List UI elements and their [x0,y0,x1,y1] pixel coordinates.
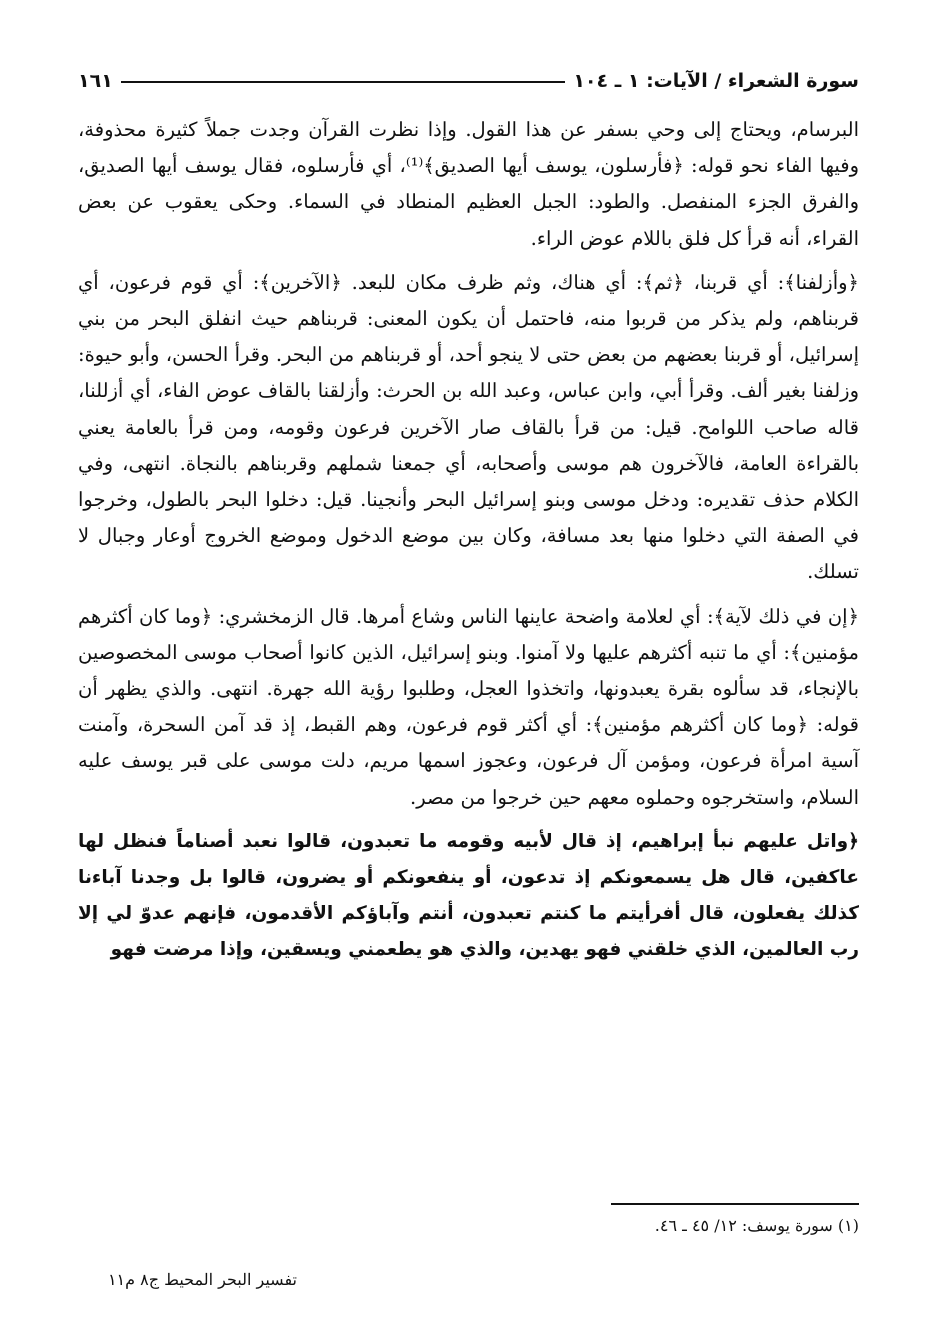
header-rule [121,81,566,83]
paragraph-1: البرسام، ويحتاج إلى وحي بسفر عن هذا القول. وإذا نظرت القرآن وجدت جملاً كثيرة محذوفة، وفيها الفاء نحو قوله: ﴿فأرسلون، يوسف أيها الصديق﴾⁽¹⁾، أي فأرسلوه، فقال يوسف أيها الصديق، والفرق الجزء المنفصل. والطود: الجبل العظيم المنطاد في السماء. وحكى يعقوب عن بعض القراء، أنه قرأ كل فلق باللام عوض الراء. [78,118,859,250]
paragraph-2: ﴿وأزلفنا﴾: أي قربنا، ﴿ثم﴾: أي هناك، وثم ظرف مكان للبعد. ﴿الآخرين﴾: أي قوم فرعون، أي قربناهم، ولم يذكر من قربوا منه، فاحتمل أن يكون المعنى: قربناهم حيث انفلق البحر من بني إسرائيل، أو قربنا بعضهم من بعض حتى لا ينجو أحد، أو قربناهم من البحر. وقرأ الحسن، وأبو حيوة: وزلفنا بغير ألف. وقرأ أبي، وابن عباس، وعبد الله بن الحرث: وأزلقنا بالقاف عوض الفاء، أي أزللنا، قاله صاحب اللوامح. قيل: من قرأ بالقاف صار الآخرين فرعون وقومه، ومن قرأ بالعامة يعني بالقراءة العامة، فالآخرون هم موسى وأصحابه، أي جمعنا شملهم وقربناهم بالنجاة. انتهى، وفي الكلام حذف تقديره: ودخل موسى وبنو إسرائيل البحر وأنجينا. قيل: دخلوا البحر بالطول، وخرجوا في الصفة التي دخلوا منها بعد مسافة، وكان بين موضع الدخول وموضع الخروج أوعار وجبال لا تسلك. [78,270,859,584]
printer-signature: تفسير البحر المحيط ج٨ م١١ [107,1270,297,1289]
footnote: (١) سورة يوسف: ١٢/ ٤٥ ـ ٤٦. [654,1216,859,1235]
main-text [78,112,859,969]
page-number: ١٦١ [78,70,113,92]
running-header [78,62,859,92]
footnote-separator [611,1203,859,1205]
quran-verse-block: ﴿واتل عليهم نبأ إبراهيم، إذ قال لأبيه وقومه ما تعبدون، قالوا نعبد أصناماً فنظل لها عاكفين، قال هل يسمعونكم إذ تدعون، أو ينفعونكم أو يضرون، قالوا بل وجدنا آباءنا كذلك يفعلون، قال أفرأيتم ما كنتم تعبدون، أنتم وآباؤكم الأقدمون، فإنهم عدوّ لي إلا رب العالمين، الذي خلقني فهو يهدين، والذي هو يطعمني ويسقين، وإذا مرضت فهو [78,830,859,961]
header-title: سورة الشعراء / الآيات: ١ ـ ١٠٤ [573,70,859,92]
paragraph-3: ﴿إن في ذلك لآية﴾: أي لعلامة واضحة عاينها الناس وشاع أمرها. قال الزمخشري: ﴿وما كان أكثرهم مؤمنين﴾: أي ما تنبه أكثرهم عليها ولا آمنوا. وبنو إسرائيل، الذين كانوا أصحاب موسى المخصوصين بالإنجاء، قد سألوه بقرة يعبدونها، واتخذوا العجل، وطلبوا رؤية الله جهرة. انتهى. والذي يظهر أن قوله: ﴿وما كان أكثرهم مؤمنين﴾: أي أكثر قوم فرعون، وهم القبط، إذ قد آمن السحرة، وآمنت آسية امرأة فرعون، ومؤمن آل فرعون، وعجوز اسمها مريم، دلت موسى على قبر يوسف عليه السلام، واستخرجوه وحملوه معهم حين خرجوا من مصر. [78,604,859,809]
